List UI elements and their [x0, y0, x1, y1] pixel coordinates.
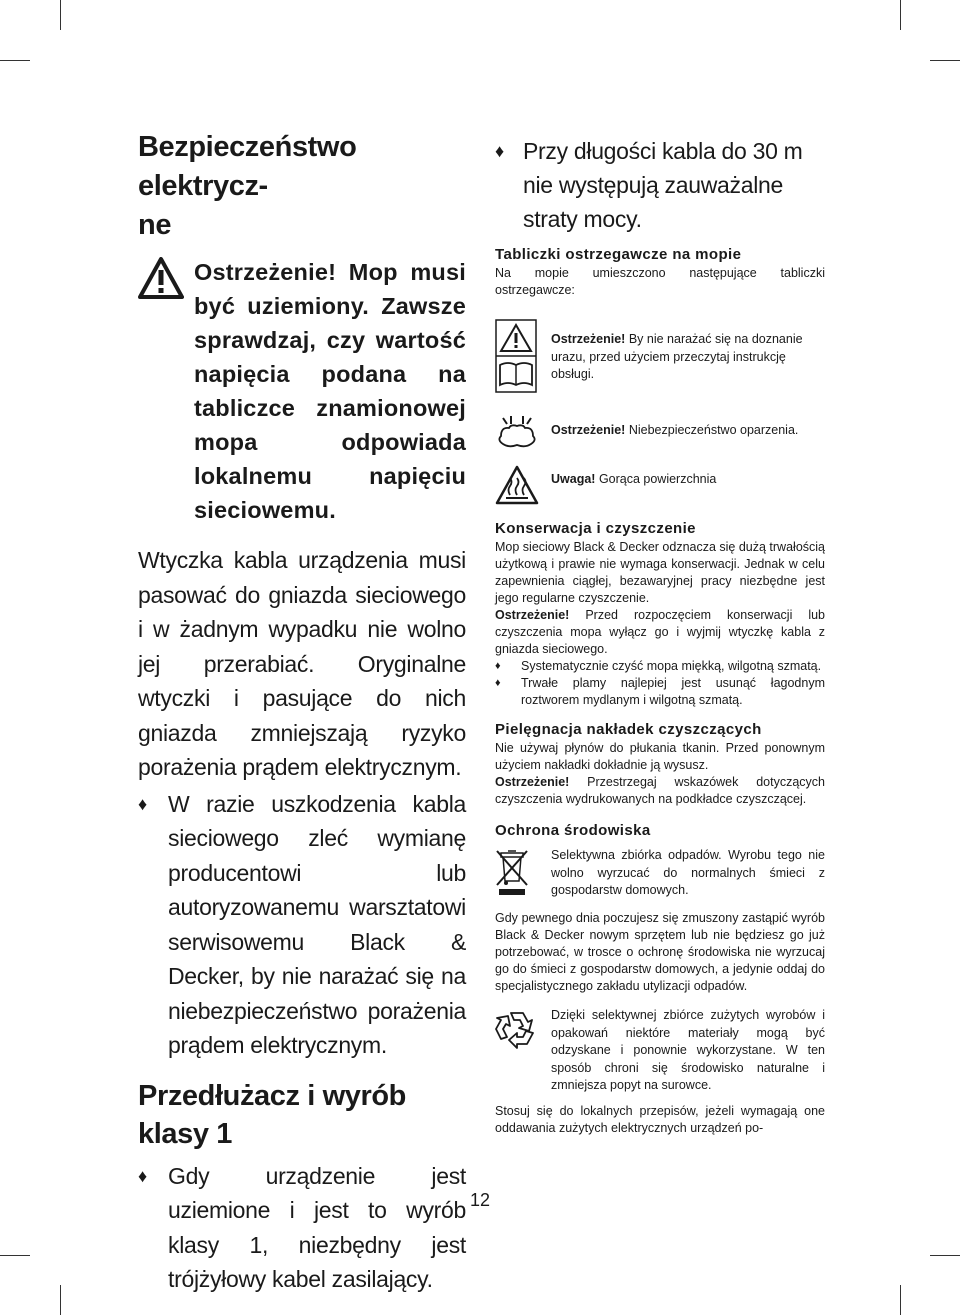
- label-read-manual: [495, 319, 825, 398]
- warning-triangle-icon: [138, 257, 184, 299]
- bullet-icon: ♦: [138, 1165, 147, 1186]
- environment-text: Gdy pewnego dnia poczujesz się zmuszony zastąpić wyrób Black & Decker nowym sprzętem lub nie będziesz go już potrzebować, w trosce o ochronę środowiska nie wyrzucaj go do śmieci z gospodarstw domowych, a jedynie oddaj do specjalistycznego zakładu utylizacji odpadów.: [495, 911, 825, 993]
- labels-intro: Na mopie umieszczono następujące tabliczki ostrzegawcze:: [495, 266, 825, 297]
- label-read-manual-text: Ostrzeżenie! By nie narażać się na doznanie urazu, przed użyciem przeczytaj instrukcję obsługi.: [551, 332, 803, 381]
- weee-bin-row: [495, 847, 825, 902]
- heading-environment: Ochrona środowiska: [495, 822, 651, 839]
- maintenance-text: Mop sieciowy Black & Decker odznacza się dużą trwałością użytkową i prawie nie wymaga konserwacji. Jednak w celu zapewnienia ciągłej, bezawaryjnej pracy niezbędne jest jego regularne czyszczenie.: [495, 540, 825, 605]
- maintenance-bullet-1: ♦ Systematycznie czyść mopa miękką, wilgotną szmatą.: [495, 659, 822, 673]
- pad-care-text: Nie używaj płynów do płukania tkanin. Przed ponownym użyciem nakładki dokładnie ją wysusz.: [495, 741, 825, 772]
- plug-paragraph: Wtyczka kabla urządzenia musi pasować do gniazda sieciowego i w żadnym wypadku nie wolno jej przerabiać. Oryginalne wtyczki i pasujące do nich gniazda zmniejszają ryzyko porażenia prądem elektrycznym.: [138, 547, 466, 780]
- recycle-text: Dzięki selektywnej zbiórce zużytych wyrobów i opakowań niektóre materiały mogą być odzyskane i ponownie wykorzystane. W ten sposób chroni się środowisko naturalne i zmniejsza popyt na surowce.: [551, 1008, 825, 1092]
- maintenance-warning: Ostrzeżenie! Przed rozpoczęciem konserwacji lub czyszczenia mopa wyłącz go i wyjmij wtyczkę kabla z gniazda sieciowego.: [495, 608, 825, 656]
- warning-text: Ostrzeżenie! Mop musi być uziemiony. Zawsze sprawdzaj, czy wartość napięcia podana na tabliczce znamionowej mopa odpowiada lokalnemu napięciu sieciowemu.: [194, 259, 466, 523]
- recycle-icon: [495, 1007, 551, 1056]
- recycle-row: [495, 1007, 825, 1095]
- heading-warning-labels: Tabliczki ostrzegawcze na mopie: [495, 246, 742, 263]
- crop-mark: [900, 1285, 901, 1315]
- steam-burn-icon: [495, 414, 551, 453]
- bullet-icon: ♦: [495, 677, 501, 689]
- bullet-icon: ♦: [495, 660, 501, 672]
- label-burn-text: Ostrzeżenie! Niebezpieczeństwo oparzenia.: [551, 423, 799, 437]
- pad-care-warning: Ostrzeżenie! Przestrzegaj wskazówek dotyczących czyszczenia wydrukowanych na podkładce czyszczącej.: [495, 775, 825, 806]
- section-title-electrical-safety: Bezpieczeństwo elektrycz- ne: [138, 131, 357, 241]
- crop-mark: [0, 60, 30, 61]
- crop-mark: [930, 1255, 960, 1256]
- right-column: [495, 134, 825, 1137]
- crop-mark: [930, 60, 960, 61]
- heading-pad-care: Pielęgnacja nakładek czyszczących: [495, 721, 762, 738]
- bullet-icon: ♦: [138, 793, 147, 814]
- weee-bin-text: Selektywna zbiórka odpadów. Wyrobu tego nie wolno wyrzucać do normalnych śmieci z gospodarstw domowych.: [551, 848, 825, 897]
- left-column: [138, 128, 466, 1297]
- maintenance-bullet-2: ♦ Trwałe plamy najlepiej jest usunąć łagodnym roztworem mydlanym i wilgotną szmatą.: [495, 676, 825, 707]
- local-regulations-text: Stosuj się do lokalnych przepisów, jeżeli wymagają one oddawania zużytych elektrycznych urządzeń po-: [495, 1103, 825, 1135]
- crop-mark: [900, 0, 901, 30]
- heading-maintenance: Konserwacja i czyszczenie: [495, 520, 696, 537]
- crop-mark: [60, 1285, 61, 1315]
- label-burn: [495, 414, 825, 453]
- warning-block: [138, 255, 466, 527]
- label-hot-surface-text: Uwaga! Gorąca powierzchnia: [551, 472, 717, 486]
- hot-surface-icon: [495, 465, 551, 510]
- crop-mark: [0, 1255, 30, 1256]
- read-manual-icon: [495, 319, 551, 398]
- bullet-cable-length: ♦ Przy długości kabla do 30 m nie występują zauważalne straty mocy.: [495, 134, 825, 236]
- crossed-bin-icon: [495, 847, 551, 902]
- bullet-cable-damage: ♦ W razie uszkodzenia kabla sieciowego zleć wymianę producentowi lub autoryzowanemu warsztatowi serwisowemu Black & Decker, by nie narażać się na niebezpieczeństwo porażenia prądem elektrycznym.: [138, 787, 466, 1063]
- bullet-class1: ♦ Gdy urządzenie jest uziemione i jest to wyrób klasy 1, niezbędny jest trójżyłowy kabel zasilający.: [138, 1159, 466, 1297]
- section-title-extension: Przedłużacz i wyrób klasy 1: [138, 1079, 406, 1150]
- bullet-icon: ♦: [495, 141, 504, 161]
- label-hot-surface: [495, 465, 825, 510]
- page-number: 12: [470, 1190, 491, 1210]
- crop-mark: [60, 0, 61, 30]
